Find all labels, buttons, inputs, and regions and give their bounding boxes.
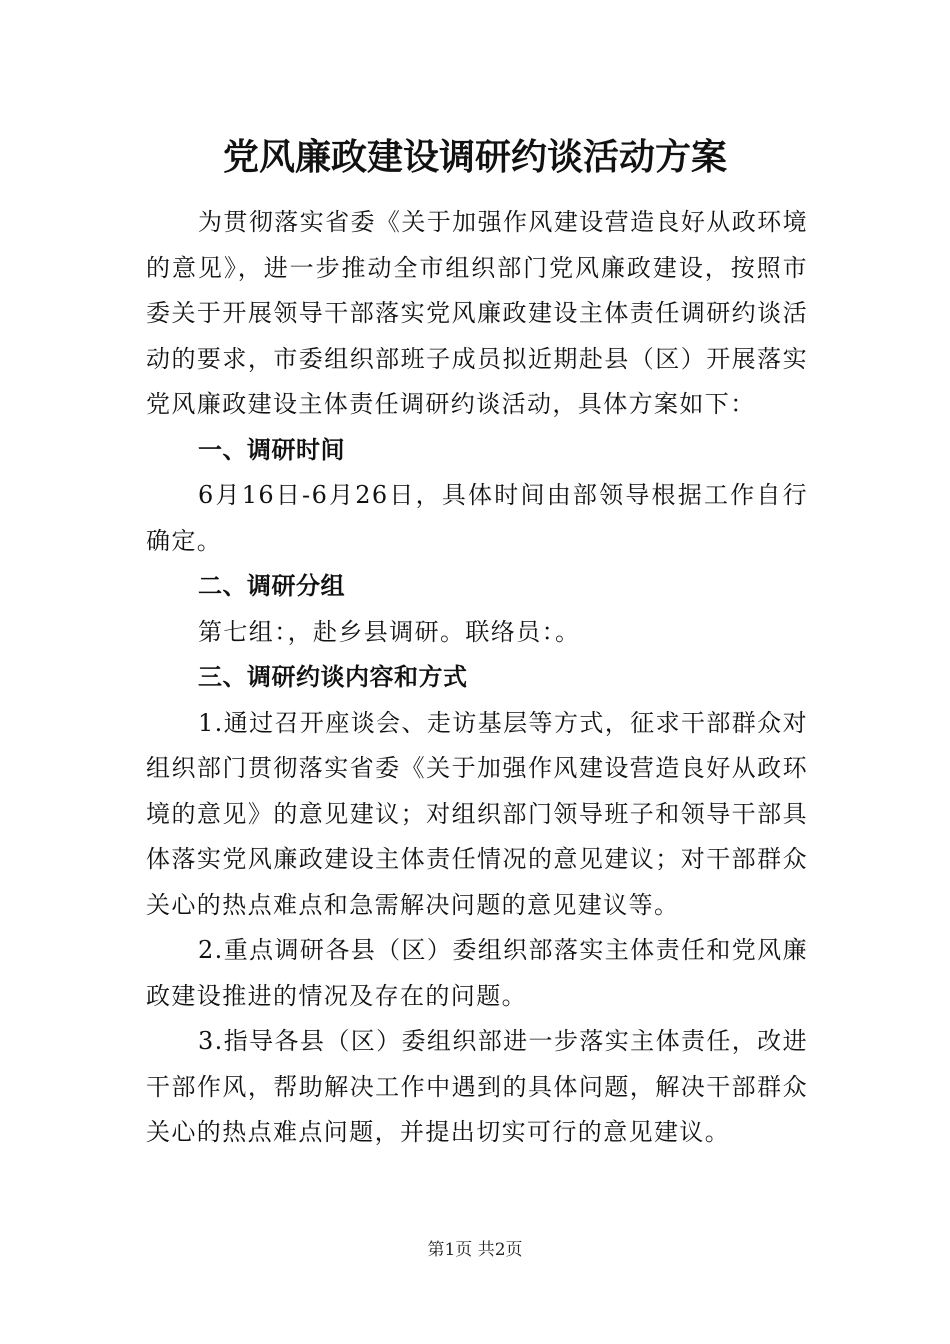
section-heading-groups: 二、调研分组	[198, 572, 345, 600]
intro-paragraph: 为贯彻落实省委《关于加强作风建设营造良好从政环境的意见》，进一步推动全市组织部门党风廉政建设，按照市委关于开展领导干部落实党风廉政建设主体责任调研约谈活动的要求，市委组织部班子成员拟近期赴县（区）开展落实党风廉政建设主体责任调研约谈活动，具体方案如下：	[146, 208, 808, 418]
content-item-2: 2.重点调研各县（区）委组织部落实主体责任和党风廉政建设推进的情况及存在的问题。	[146, 936, 808, 1010]
content-item-1: 1.通过召开座谈会、走访基层等方式，征求干部群众对组织部门贯彻落实省委《关于加强作风建设营造良好从政环境的意见》的意见建议；对组织部门领导班子和领导干部具体落实党风廉政建设主体责任情况的意见建议；对干部群众关心的热点难点和急需解决问题的意见建议等。	[146, 708, 808, 919]
time-paragraph: 6月16日-6月26日，具体时间由部领导根据工作自行确定。	[146, 481, 808, 555]
page-number-footer: 第1页 共2页	[427, 1240, 523, 1260]
document-body	[146, 200, 808, 1156]
section-heading-content: 三、调研约谈内容和方式	[198, 663, 468, 691]
content-item-3: 3.指导各县（区）委组织部进一步落实主体责任，改进干部作风，帮助解决工作中遇到的具体问题，解决干部群众关心的热点难点问题，并提出切实可行的意见建议。	[146, 1027, 808, 1146]
document-title: 党风廉政建设调研约谈活动方案	[222, 137, 727, 178]
section-heading-time: 一、调研时间	[198, 435, 345, 464]
groups-paragraph: 第七组：，赴乡县调研。联络员：。	[198, 617, 581, 646]
